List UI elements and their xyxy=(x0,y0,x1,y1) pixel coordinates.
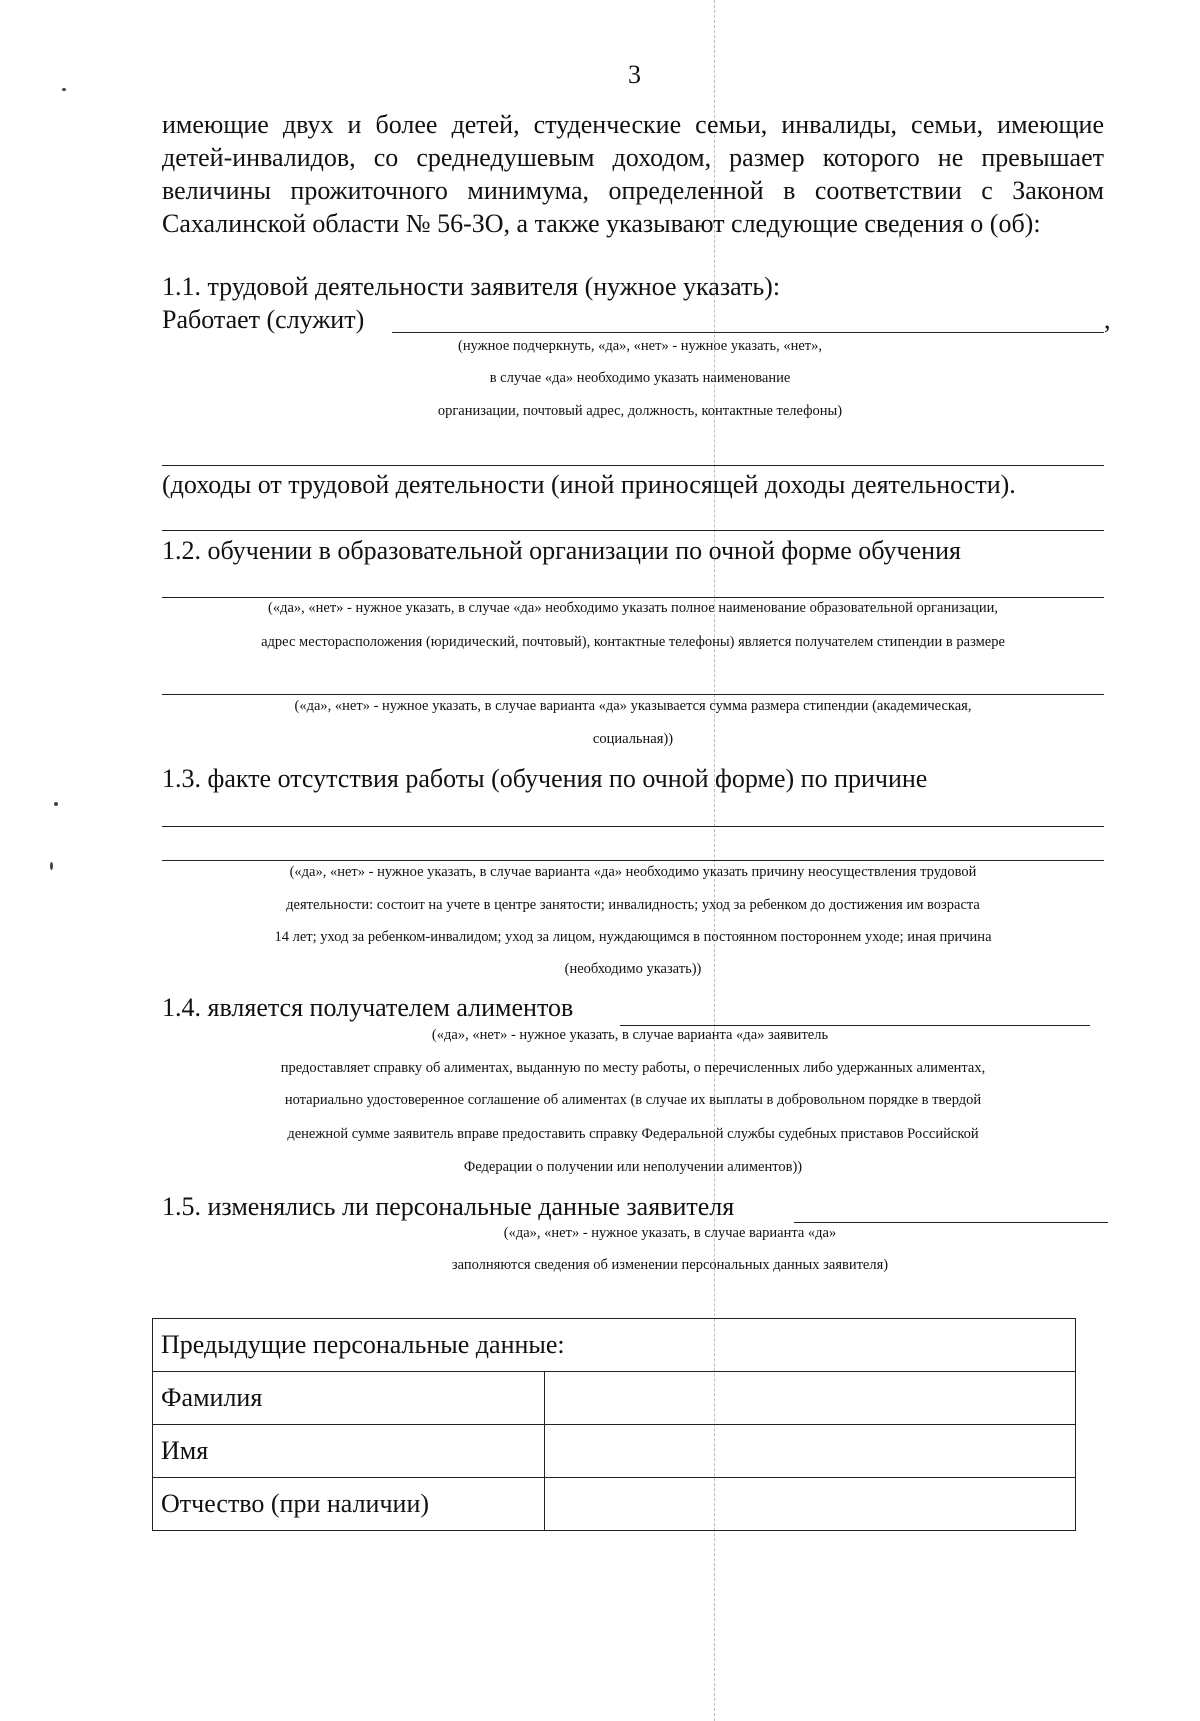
scan-speck xyxy=(62,88,66,91)
section-1-1-hint-2: в случае «да» необходимо указать наименование xyxy=(489,370,791,386)
section-1-3-hint-3: 14 лет; уход за ребенком-инвалидом; уход за лицом, нуждающимся в постоянном постороннем уходе; иная причина xyxy=(274,929,992,945)
intro-paragraph: имеющие двух и более детей, студенческие семьи, инвалиды, семьи, имеющие детей-инвалидов, со среднедушевым доходом, размер которого не превышает величины прожиточного минимума, определенной в соответствии с Законом Сахалинской области № 56-ЗО, а также указывают следующие сведения о (об): xyxy=(162,110,1104,238)
section-1-3-hint-2: деятельности: состоит на учете в центре занятости; инвалидность; уход за ребенком до достижения им возраста xyxy=(286,897,980,913)
section-1-4-hint-1: («да», «нет» - нужное указать, в случае варианта «да» заявитель xyxy=(431,1027,829,1043)
section-1-4-hint-2: предоставляет справку об алиментах, выданную по месту работы, о перечисленных либо удержанных алиментах, xyxy=(280,1060,986,1076)
section-1-3-hint-4: (необходимо указать)) xyxy=(564,961,702,977)
section-1-1-heading: 1.1. трудовой деятельности заявителя (нужное указать): xyxy=(162,272,781,301)
section-1-5-hint-2: заполняются сведения об изменении персональных данных заявителя) xyxy=(451,1257,889,1273)
income-answer-line[interactable] xyxy=(162,530,1104,531)
section-1-2-hint-3: («да», «нет» - нужное указать, в случае варианта «да» указывается сумма размера стипендии (академическая, xyxy=(294,698,972,714)
section-1-5-hint-1: («да», «нет» - нужное указать, в случае варианта «да» xyxy=(503,1225,837,1241)
stipend-answer-line[interactable] xyxy=(162,694,1104,695)
education-answer-line[interactable] xyxy=(162,597,1104,598)
scan-speck xyxy=(50,862,53,870)
works-label: Работает (служит) xyxy=(162,305,365,334)
section-1-4-hint-4: денежной сумме заявитель вправе предоставить справку Федеральной службы судебных приставов Российской xyxy=(287,1126,979,1142)
section-1-5-heading: 1.5. изменялись ли персональные данные заявителя xyxy=(162,1192,735,1221)
table-row xyxy=(153,1372,1076,1425)
surname-label: Фамилия xyxy=(153,1372,545,1425)
section-1-4-hint-5: Федерации о получении или неполучении алиментов)) xyxy=(463,1159,803,1175)
page-number: 3 xyxy=(628,60,641,89)
section-1-4-heading: 1.4. является получателем алиментов xyxy=(162,993,574,1022)
works-comma: , xyxy=(1104,305,1111,334)
patronymic-label: Отчество (при наличии) xyxy=(153,1478,545,1531)
no-work-answer-line-2[interactable] xyxy=(162,860,1104,861)
scan-speck xyxy=(54,802,58,806)
section-1-2-hint-2: адрес месторасположения (юридический, почтовый), контактные телефоны) является получателем стипендии в размере xyxy=(261,634,1005,650)
first-name-label: Имя xyxy=(153,1425,545,1478)
table-header: Предыдущие персональные данные: xyxy=(153,1319,1076,1372)
alimony-answer-line[interactable] xyxy=(620,1025,1090,1026)
personal-data-change-line[interactable] xyxy=(794,1222,1108,1223)
previous-personal-data-table xyxy=(152,1318,1076,1531)
income-note: (доходы от трудовой деятельности (иной приносящей доходы деятельности). xyxy=(162,470,1016,499)
works-answer-line[interactable] xyxy=(392,332,1104,333)
section-1-1-hint-3: организации, почтовый адрес, должность, контактные телефоны) xyxy=(437,403,843,419)
section-1-2-hint-1: («да», «нет» - нужное указать, в случае «да» необходимо указать полное наименование образовательной организации, xyxy=(267,600,999,616)
first-name-value[interactable] xyxy=(545,1425,1076,1478)
employer-details-line[interactable] xyxy=(162,465,1104,466)
section-1-1-hint-1: (нужное подчеркнуть, «да», «нет» - нужное указать, «нет», xyxy=(457,338,823,354)
table-row xyxy=(153,1425,1076,1478)
section-1-3-heading: 1.3. факте отсутствия работы (обучения по очной форме) по причине xyxy=(162,764,928,793)
section-1-4-hint-3: нотариально удостоверенное соглашение об алиментах (в случае их выплаты в добровольном порядке в твердой xyxy=(284,1092,982,1108)
patronymic-value[interactable] xyxy=(545,1478,1076,1531)
surname-value[interactable] xyxy=(545,1372,1076,1425)
table-header-row xyxy=(153,1319,1076,1372)
section-1-2-hint-4: социальная)) xyxy=(592,731,674,747)
section-1-2-heading: 1.2. обучении в образовательной организации по очной форме обучения xyxy=(162,536,961,565)
table-row xyxy=(153,1478,1076,1531)
section-1-3-hint-1: («да», «нет» - нужное указать, в случае варианта «да» необходимо указать причину неосуществления трудовой xyxy=(289,864,977,880)
no-work-answer-line-1[interactable] xyxy=(162,826,1104,827)
